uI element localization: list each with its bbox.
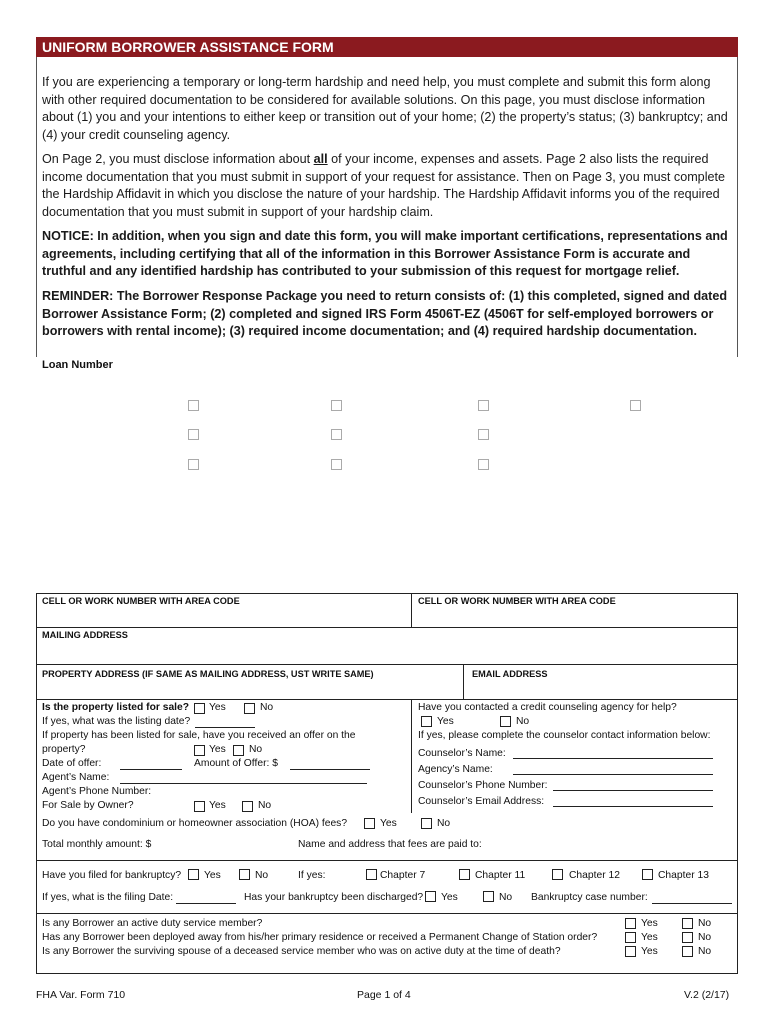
- listed-yes-checkbox[interactable]: [194, 703, 205, 714]
- blank-checkbox[interactable]: [478, 429, 489, 440]
- sale-counseling-divider: [411, 699, 412, 813]
- row-divider: [36, 664, 738, 665]
- fsbo-yes-label: Yes: [209, 800, 226, 811]
- chapter-7-checkbox[interactable]: [366, 869, 377, 880]
- discharged-no-label: No: [499, 892, 513, 903]
- blank-checkbox[interactable]: [331, 459, 342, 470]
- deployed-yes-checkbox[interactable]: [625, 932, 636, 943]
- bankruptcy-if-yes-label: If yes:: [298, 870, 326, 881]
- amount-of-offer-label: Amount of Offer: $: [194, 758, 278, 769]
- chapter-11-checkbox[interactable]: [459, 869, 470, 880]
- hoa-no-checkbox[interactable]: [421, 818, 432, 829]
- offer-question-line1: If property has been listed for sale, have you received an offer on the: [42, 730, 356, 741]
- blank-checkbox[interactable]: [188, 400, 199, 411]
- offer-yes-checkbox[interactable]: [194, 745, 205, 756]
- offer-no-checkbox[interactable]: [233, 745, 244, 756]
- surviving-spouse-yes-checkbox[interactable]: [625, 946, 636, 957]
- active-duty-no-label: No: [698, 918, 712, 929]
- discharged-yes-checkbox[interactable]: [425, 891, 436, 902]
- listing-date-field[interactable]: [195, 716, 255, 728]
- blank-checkbox[interactable]: [188, 459, 199, 470]
- blank-checkbox[interactable]: [478, 400, 489, 411]
- p2-text-a: On Page 2, you must disclose information about: [42, 152, 314, 166]
- coborrower-phone-label: CELL OR WORK NUMBER WITH AREA CODE: [418, 596, 616, 606]
- loan-number-label: Loan Number: [42, 359, 113, 371]
- blank-checkbox[interactable]: [331, 429, 342, 440]
- discharged-yes-label: Yes: [441, 892, 458, 903]
- agent-name-label: Agent’s Name:: [42, 772, 110, 783]
- mailing-address-label: MAILING ADDRESS: [42, 630, 128, 640]
- active-duty-yes-checkbox[interactable]: [625, 918, 636, 929]
- blank-checkbox[interactable]: [630, 400, 641, 411]
- offer-no-label: No: [249, 744, 263, 755]
- phone-divider: [411, 593, 412, 627]
- row-divider: [36, 699, 738, 700]
- surviving-spouse-no-label: No: [698, 946, 712, 957]
- listed-for-sale-question: Is the property listed for sale?: [42, 702, 190, 713]
- counselor-name-field[interactable]: [513, 747, 713, 759]
- counselor-email-label: Counselor’s Email Address:: [418, 796, 545, 807]
- chapter-7-label: Chapter 7: [380, 870, 426, 881]
- p2-text-all: all: [313, 152, 328, 166]
- listed-yes-label: Yes: [209, 702, 226, 713]
- case-number-label: Bankruptcy case number:: [531, 892, 648, 903]
- row-divider: [36, 627, 738, 628]
- chapter-13-label: Chapter 13: [658, 870, 709, 881]
- hoa-yes-checkbox[interactable]: [364, 818, 375, 829]
- address-email-divider: [463, 664, 464, 699]
- surviving-spouse-question: Is any Borrower the surviving spouse of a deceased service member who was on active duty at the time of death?: [42, 946, 561, 957]
- property-address-label: PROPERTY ADDRESS (IF SAME AS MAILING ADDRESS, UST WRITE SAME): [42, 669, 374, 679]
- counselor-phone-label: Counselor’s Phone Number:: [418, 780, 548, 791]
- agent-name-field[interactable]: [120, 772, 367, 784]
- row-divider: [36, 913, 738, 914]
- hoa-question: Do you have condominium or homeowner association (HOA) fees?: [42, 818, 348, 829]
- offer-question-line2: property?: [42, 744, 86, 755]
- email-address-label: EMAIL ADDRESS: [472, 669, 548, 679]
- hoa-no-label: No: [437, 818, 451, 829]
- active-duty-yes-label: Yes: [641, 918, 658, 929]
- agent-phone-label: Agent’s Phone Number:: [42, 786, 152, 797]
- bankruptcy-no-checkbox[interactable]: [239, 869, 250, 880]
- hoa-monthly-label: Total monthly amount: $: [42, 839, 152, 850]
- notice-paragraph: NOTICE: In addition, when you sign and date this form, you will make important certifications, representations and agreements, including certifying that all of the information in this Borrower Assistance Form is accurate and truthful and any identified hardship has contributed to your submission of this request for mortgage relief.: [42, 229, 728, 278]
- agency-name-label: Agency’s Name:: [418, 764, 493, 775]
- fsbo-yes-checkbox[interactable]: [194, 801, 205, 812]
- agency-name-field[interactable]: [513, 763, 713, 775]
- intro-paragraph-2: [42, 151, 732, 221]
- counseling-instructions: If yes, please complete the counselor contact information below:: [418, 730, 711, 741]
- footer-version: V.2 (2/17): [684, 989, 730, 1001]
- table-top-border: [36, 593, 738, 594]
- p2-text-b: of your income, expenses and assets. Page 2 also lists the required income documentation that you must submit in support of your request for assistance. Then on Page 3, you must complete the Hardship Affidavit in which you disclose the nature of your hardship. The Hardship Affidavit informs you of the required documentation that you must submit in support of your hardship claim.: [42, 152, 725, 219]
- chapter-12-label: Chapter 12: [569, 870, 620, 881]
- table-right-border: [737, 593, 738, 974]
- form-title: UNIFORM BORROWER ASSISTANCE FORM: [36, 37, 738, 57]
- active-duty-no-checkbox[interactable]: [682, 918, 693, 929]
- hoa-paid-to-label: Name and address that fees are paid to:: [298, 839, 482, 850]
- listing-date-label: If yes, what was the listing date?: [42, 716, 191, 727]
- offer-yes-label: Yes: [209, 744, 226, 755]
- counseling-yes-checkbox[interactable]: [421, 716, 432, 727]
- filing-date-field[interactable]: [176, 892, 236, 904]
- table-bottom-border: [36, 973, 738, 974]
- counseling-yes-label: Yes: [437, 716, 454, 727]
- bankruptcy-yes-checkbox[interactable]: [188, 869, 199, 880]
- counselor-phone-field[interactable]: [553, 779, 713, 791]
- table-left-border: [36, 593, 37, 974]
- counseling-question: Have you contacted a credit counseling agency for help?: [418, 702, 677, 713]
- bankruptcy-yes-label: Yes: [204, 870, 221, 881]
- deployed-question: Has any Borrower been deployed away from his/her primary residence or received a Permanent Change of Station order?: [42, 932, 598, 943]
- chapter-12-checkbox[interactable]: [552, 869, 563, 880]
- counseling-no-label: No: [516, 716, 530, 727]
- counselor-email-field[interactable]: [553, 795, 713, 807]
- borrower-phone-label: CELL OR WORK NUMBER WITH AREA CODE: [42, 596, 240, 606]
- listed-no-checkbox[interactable]: [244, 703, 255, 714]
- deployed-no-label: No: [698, 932, 712, 943]
- surviving-spouse-yes-label: Yes: [641, 946, 658, 957]
- hoa-yes-label: Yes: [380, 818, 397, 829]
- active-duty-question: Is any Borrower an active duty service member?: [42, 918, 263, 929]
- fsbo-no-label: No: [258, 800, 272, 811]
- chapter-11-label: Chapter 11: [475, 870, 526, 881]
- discharged-question: Has your bankruptcy been discharged?: [244, 892, 424, 903]
- amount-of-offer-field[interactable]: [290, 758, 370, 770]
- footer-page-number: Page 1 of 4: [357, 989, 411, 1001]
- deployed-no-checkbox[interactable]: [682, 932, 693, 943]
- date-of-offer-field[interactable]: [120, 758, 182, 770]
- deployed-yes-label: Yes: [641, 932, 658, 943]
- blank-checkbox[interactable]: [331, 400, 342, 411]
- discharged-no-checkbox[interactable]: [483, 891, 494, 902]
- chapter-13-checkbox[interactable]: [642, 869, 653, 880]
- bankruptcy-question: Have you filed for bankruptcy?: [42, 870, 182, 881]
- counseling-no-checkbox[interactable]: [500, 716, 511, 727]
- listed-no-label: No: [260, 702, 274, 713]
- footer-form-number: FHA Var. Form 710: [36, 989, 126, 1001]
- fsbo-no-checkbox[interactable]: [242, 801, 253, 812]
- fsbo-label: For Sale by Owner?: [42, 800, 134, 811]
- bankruptcy-no-label: No: [255, 870, 269, 881]
- reminder-paragraph: REMINDER: The Borrower Response Package you need to return consists of: (1) this completed, signed and dated Borrower Assistance Form; (2) completed and signed IRS Form 4506T-EZ (4506T for self-employed borrowers or borrowers with rental income); (3) required income documentation; and (4) required hardship documentation.: [42, 289, 728, 338]
- surviving-spouse-no-checkbox[interactable]: [682, 946, 693, 957]
- filing-date-label: If yes, what is the filing Date:: [42, 892, 174, 903]
- intro-paragraph-1: If you are experiencing a temporary or long-term hardship and need help, you must complete and submit this form along with other required documentation to be considered for available solutions. On this page, you must disclose information about (1) you and your intentions to either keep or transition out of your home; (2) the property’s status; (3) bankruptcy; and (4) your credit counseling agency.: [42, 75, 728, 142]
- blank-checkbox[interactable]: [188, 429, 199, 440]
- row-divider: [36, 860, 738, 861]
- blank-checkbox[interactable]: [478, 459, 489, 470]
- counselor-name-label: Counselor’s Name:: [418, 748, 506, 759]
- date-of-offer-label: Date of offer:: [42, 758, 102, 769]
- case-number-field[interactable]: [652, 892, 732, 904]
